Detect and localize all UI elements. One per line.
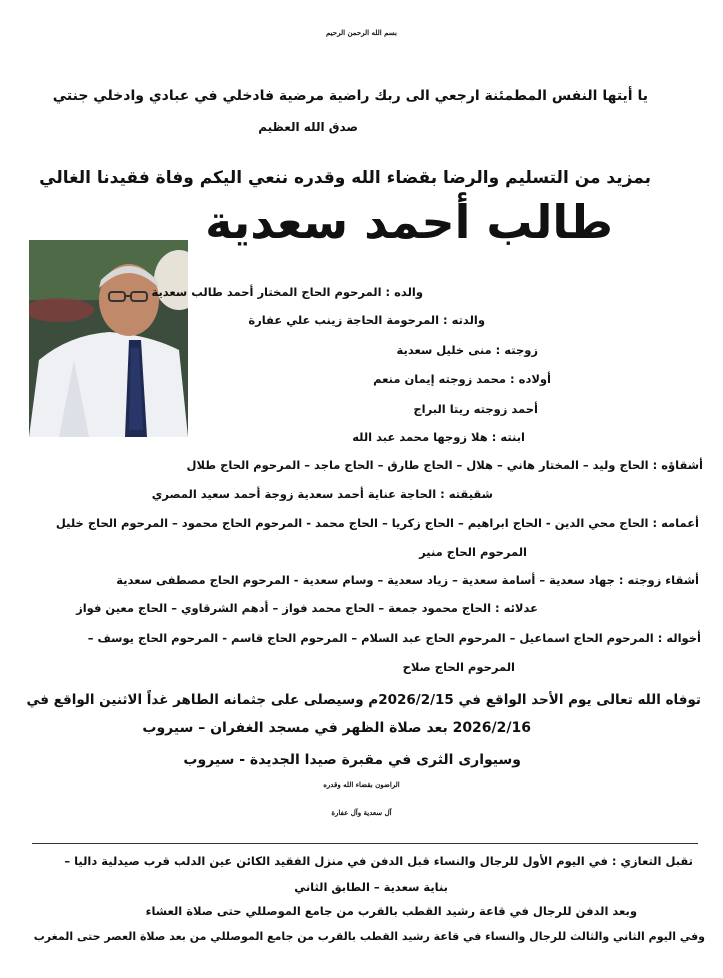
family-line: والده : المرحوم الحاج المختار أحمد طالب سعدية — [151, 285, 423, 299]
burial-line: وسيوارى الثرى في مقبرة صيدا الجديدة - سيروب — [183, 752, 521, 768]
family-line: أحمد زوجته ريتا البراج — [413, 402, 538, 416]
quran-verse: يا أيتها النفس المطمئنة ارجعي الى ربك راضية مرضية فادخلي في عبادي وادخلي جنتي — [52, 88, 648, 104]
family-line: أعمامه : الحاج محي الدين - الحاج ابراهيم – الحاج زكريا – الحاج محمد - المرحوم الحاج محمود – المرحوم الحاج خليل — [55, 516, 699, 530]
verse-closing: صدق الله العظيم — [258, 120, 358, 134]
condolence-line: وفي اليوم الثاني والثالث للرجال والنساء في قاعة رشيد القطب بالقرب من جامع الموصللي من بعد صلاة العصر حتى المغرب — [33, 930, 705, 943]
death-notice-line: توفاه الله تعالى يوم الأحد الواقع في 2026/2/15م وسيصلى على جثمانه الطاهر غداً الاثنين الواقع في — [26, 692, 701, 708]
basmala: بسم الله الرحمن الرحيم — [326, 28, 397, 37]
condolence-line: بناية سعدية – الطابق الثاني — [294, 880, 448, 894]
family-line: أشقاء زوجته : جهاد سعدية – أسامة سعدية – زياد سعدية – وسام سعدية - المرحوم الحاج مصطفى سعدية — [116, 573, 699, 587]
funeral-prayer-line: 2026/2/16 بعد صلاة الظهر في مسجد الغفران – سيروب — [142, 720, 531, 736]
family-line: المرحوم الحاج منير — [419, 545, 527, 559]
family-names: آل سعدية وآل عفارة — [331, 808, 392, 817]
family-line: المرحوم الحاج صلاح — [402, 660, 515, 674]
family-line: شقيقته : الحاجة عناية أحمد سعدية زوجة أحمد سعيد المصري — [151, 487, 493, 501]
deceased-photo — [29, 240, 188, 437]
closing-phrase: الراضون بقضاء الله وقدره — [323, 780, 400, 789]
portrait-image — [29, 240, 188, 437]
divider — [32, 843, 698, 844]
family-line: والدته : المرحومة الحاجة زينب علي عفارة — [248, 313, 485, 327]
condolence-line: تقبل التعازي : في اليوم الأول للرجال والنساء قبل الدفن في منزل الفقيد الكائن عين الدلب قرب صيدلية داليا – — [64, 854, 693, 868]
family-line: ابنته : هلا زوجها محمد عبد الله — [352, 430, 525, 444]
announcement-text: بمزيد من التسليم والرضا بقضاء الله وقدره ننعي اليكم وفاة فقيدنا الغالي — [39, 168, 651, 188]
family-line: عدلائه : الحاج محمود جمعة – الحاج محمد فواز – أدهم الشرقاوي – الحاج معين فواز — [76, 601, 538, 615]
family-line: زوجته : منى خليل سعدية — [396, 343, 538, 357]
family-line: أخواله : المرحوم الحاج اسماعيل – المرحوم الحاج عبد السلام – المرحوم الحاج قاسم - المرحوم الحاج يوسف – — [87, 631, 701, 645]
family-line: أولاده : محمد زوجته إيمان منعم — [373, 372, 551, 386]
deceased-name: طالب أحمد سعدية — [205, 195, 613, 249]
family-line: أشقاؤه : الحاج وليد – المختار هاني – هلال – الحاج طارق – الحاج ماجد – المرحوم الحاج طلال — [186, 458, 703, 472]
condolence-line: وبعد الدفن للرجال في قاعة رشيد القطب بالقرب من جامع الموصللي حتى صلاة العشاء — [145, 904, 637, 918]
